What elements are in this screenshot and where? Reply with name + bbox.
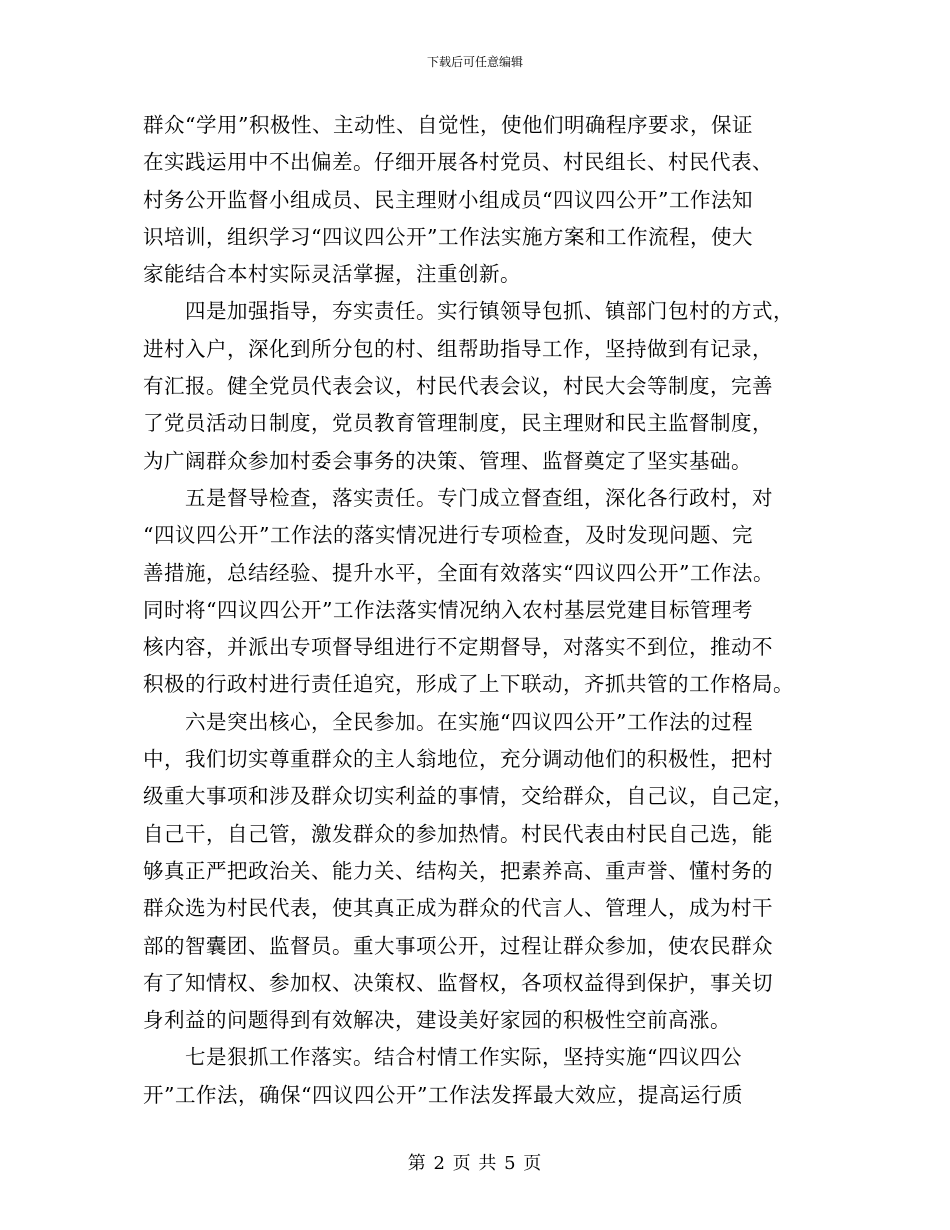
text-line: 了党员活动日制度，党员教育管理制度，民主理财和民主监督制度， [143, 411, 773, 436]
text-line: 进村入户，深化到所分包的村、组帮助指导工作，坚持做到有记录， [143, 336, 773, 361]
text-line: “四议四公开”工作法的落实情况进行专项检查，及时发现问题、完 [143, 523, 753, 548]
paragraph-start-line: 七是狠抓工作落实。结合村情工作实际，坚持实施“四议四公 [185, 1045, 742, 1070]
document-body [143, 107, 815, 1114]
text-line: 群众“学用”积极性、主动性、自觉性，使他们明确程序要求，保证 [143, 113, 753, 137]
text-line: 开”工作法，确保“四议四公开”工作法发挥最大效应，提高运行质 [143, 1082, 743, 1107]
text-line: 识培训，组织学习“四议四公开”工作法实施方案和工作流程，使大 [143, 224, 753, 249]
text-line: 善措施，总结经验、提升水平，全面有效落实“四议四公开”工作法。 [143, 560, 774, 585]
text-line: 群众选为村民代表，使其真正成为群众的代言人、管理人，成为村干 [143, 896, 773, 921]
text-line: 够真正严把政治关、能力关、结构关，把素养高、重声誉、懂村务的 [143, 858, 773, 883]
text-line: 同时将“四议四公开”工作法落实情况纳入农村基层党建目标管理考 [143, 597, 753, 622]
text-line: 在实践运用中不出偏差。仔细开展各村党员、村民组长、村民代表、 [143, 150, 773, 175]
page-header: 下载后可任意编辑 [426, 55, 523, 69]
paragraph-start-line: 六是突出核心，全民参加。在实施“四议四公开”工作法的过程 [185, 709, 753, 734]
text-line: 中，我们切实尊重群众的主人翁地位，充分调动他们的积极性，把村 [143, 747, 773, 772]
text-line: 为广阔群众参加村委会事务的决策、管理、监督奠定了坚实基础。 [143, 448, 752, 473]
text-line: 有汇报。健全党员代表会议，村民代表会议，村民大会等制度，完善 [143, 374, 773, 399]
text-line: 家能结合本村实际灵活掌握，注重创新。 [143, 262, 521, 287]
text-line: 积极的行政村进行责任追究，形成了上下联动，齐抓共管的工作格局。 [143, 672, 794, 697]
text-line: 身利益的问题得到有效解决，建设美好家园的积极性空前高涨。 [143, 1008, 731, 1033]
paragraph-start-line: 五是督导检查，落实责任。专门成立督查组，深化各行政村，对 [185, 485, 773, 510]
text-line: 部的智囊团、监督员。重大事项公开，过程让群众参加，使农民群众 [143, 933, 773, 958]
text-line: 村务公开监督小组成员、民主理财小组成员“四议四公开”工作法知 [143, 187, 753, 212]
paragraph-start-line: 四是加强指导，夯实责任。实行镇领导包抓、镇部门包村的方式， [185, 299, 794, 324]
text-line: 自己干，自己管，激发群众的参加热情。村民代表由村民自己选，能 [143, 821, 773, 846]
text-line: 有了知情权、参加权、决策权、监督权，各项权益得到保护，事关切 [143, 970, 773, 995]
page-number-footer: 第 2 页 共 5 页 [407, 1153, 543, 1174]
text-line: 核内容，并派出专项督导组进行不定期督导，对落实不到位，推动不 [143, 635, 773, 660]
text-line: 级重大事项和涉及群众切实利益的事情，交给群众，自己议，自己定， [143, 784, 794, 809]
